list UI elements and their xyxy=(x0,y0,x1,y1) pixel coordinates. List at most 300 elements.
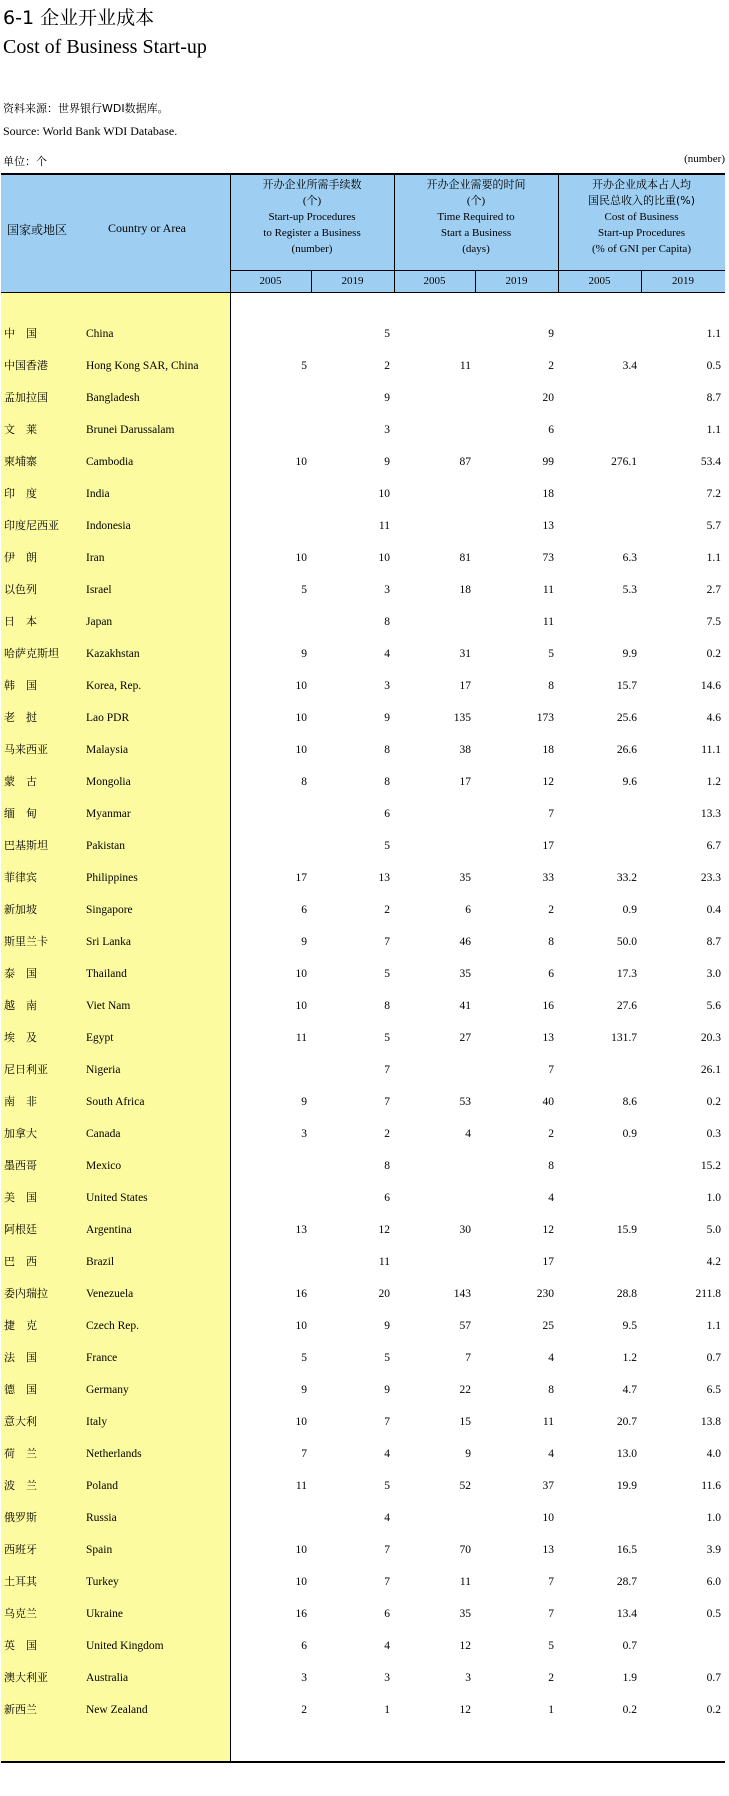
cell-procedures-2019: 3 xyxy=(384,424,390,436)
cell-time-2019: 6 xyxy=(548,968,554,980)
cell-cost-2019: 15.2 xyxy=(700,1160,721,1172)
cell-time-2005: 41 xyxy=(459,1000,471,1012)
country-name-cn: 马来西亚 xyxy=(4,743,48,756)
table-row xyxy=(1,1182,725,1214)
cell-time-2005: 18 xyxy=(459,584,471,596)
country-name-cn: 波 兰 xyxy=(4,1479,37,1492)
cell-cost-2005: 0.7 xyxy=(622,1640,637,1652)
cell-time-2019: 7 xyxy=(548,1576,554,1588)
table-row xyxy=(1,1406,725,1438)
cell-cost-2019: 0.7 xyxy=(706,1672,721,1684)
country-name-cn: 泰 国 xyxy=(4,967,37,980)
col-cost-header xyxy=(558,177,725,257)
country-name-cn: 缅 甸 xyxy=(4,807,37,820)
cell-procedures-2005: 2 xyxy=(301,1704,307,1716)
cell-procedures-2005: 9 xyxy=(301,1096,307,1108)
cell-cost-2019: 8.7 xyxy=(706,936,721,948)
cell-procedures-2005: 5 xyxy=(301,360,307,372)
country-name-en: Argentina xyxy=(86,1224,132,1236)
cell-time-2019: 9 xyxy=(548,328,554,340)
cell-procedures-2019: 5 xyxy=(384,840,390,852)
col-cost-en2: Start-up Procedures xyxy=(597,227,686,239)
cell-cost-2005: 17.3 xyxy=(616,968,637,980)
cell-cost-2019: 1.2 xyxy=(706,776,721,788)
cell-time-2005: 135 xyxy=(453,712,471,724)
cell-procedures-2005: 5 xyxy=(301,584,307,596)
cell-cost-2005 xyxy=(567,1150,637,1182)
cell-cost-2019: 5.6 xyxy=(706,1000,721,1012)
cell-procedures-2005: 5 xyxy=(301,1352,307,1364)
cell-cost-2005: 0.9 xyxy=(622,904,637,916)
cell-time-2019: 16 xyxy=(542,1000,554,1012)
cell-time-2019: 7 xyxy=(548,808,554,820)
cell-cost-2005: 33.2 xyxy=(616,872,637,884)
col-country-en: Country or Area xyxy=(108,221,186,235)
cell-cost-2005 xyxy=(567,830,637,862)
cell-procedures-2005: 9 xyxy=(301,648,307,660)
table-row xyxy=(1,1022,725,1054)
cell-procedures-2019: 5 xyxy=(384,1480,390,1492)
cell-procedures-2005: 8 xyxy=(301,776,307,788)
col-time-cn: 开办企业需要的时间 xyxy=(426,178,526,191)
cell-time-2005: 46 xyxy=(459,936,471,948)
page-title-en: Cost of Business Start-up xyxy=(3,36,207,58)
table-row xyxy=(1,414,725,446)
table-row xyxy=(1,510,725,542)
cell-procedures-2005: 17 xyxy=(295,872,307,884)
country-name-cn: 哈萨克斯坦 xyxy=(4,647,59,660)
cell-time-2005: 70 xyxy=(459,1544,471,1556)
cell-cost-2005: 20.7 xyxy=(616,1416,637,1428)
cell-procedures-2019: 3 xyxy=(384,1672,390,1684)
cell-cost-2019 xyxy=(651,1630,721,1662)
cell-cost-2005 xyxy=(567,510,637,542)
cell-procedures-2019: 6 xyxy=(384,1192,390,1204)
cell-time-2005 xyxy=(401,798,471,830)
col-cost-en3: (% of GNI per Capita) xyxy=(592,243,691,255)
cell-time-2005 xyxy=(401,1054,471,1086)
cell-procedures-2005 xyxy=(237,318,307,350)
cell-time-2019: 40 xyxy=(542,1096,554,1108)
cell-time-2019: 8 xyxy=(548,1384,554,1396)
country-name-cn: 英 国 xyxy=(4,1639,37,1652)
cell-procedures-2005: 11 xyxy=(295,1032,307,1044)
cell-cost-2019: 0.2 xyxy=(706,1096,721,1108)
cell-procedures-2005: 3 xyxy=(301,1672,307,1684)
country-name-en: Czech Rep. xyxy=(86,1320,140,1332)
cell-time-2005 xyxy=(401,414,471,446)
country-name-cn: 中国香港 xyxy=(4,359,48,372)
country-name-en: United Kingdom xyxy=(86,1640,164,1652)
cell-time-2019: 2 xyxy=(548,1672,554,1684)
col-procedures-en2: to Register a Business xyxy=(263,227,361,239)
country-name-en: Brazil xyxy=(86,1256,115,1268)
country-name-cn: 斯里兰卡 xyxy=(4,935,48,948)
cell-time-2019: 8 xyxy=(548,936,554,948)
cell-cost-2005 xyxy=(567,382,637,414)
cell-time-2019: 25 xyxy=(542,1320,554,1332)
col-cost-cn2: 国民总收入的比重(%) xyxy=(587,194,696,207)
cell-time-2019: 7 xyxy=(548,1608,554,1620)
cell-cost-2005: 28.8 xyxy=(616,1288,637,1300)
cell-time-2005: 6 xyxy=(465,904,471,916)
cell-procedures-2005 xyxy=(237,1246,307,1278)
cell-cost-2005: 3.4 xyxy=(622,360,637,372)
cell-time-2019: 4 xyxy=(548,1192,554,1204)
country-name-cn: 日 本 xyxy=(4,615,37,628)
country-name-en: United States xyxy=(86,1192,148,1204)
country-name-en: Italy xyxy=(86,1416,108,1428)
country-name-en: Brunei Darussalam xyxy=(86,424,175,436)
cell-cost-2019: 3.0 xyxy=(706,968,721,980)
table-row xyxy=(1,1470,725,1502)
cell-time-2019: 18 xyxy=(542,488,554,500)
cell-procedures-2019: 10 xyxy=(378,552,390,564)
country-name-cn: 菲律宾 xyxy=(4,871,37,884)
cell-time-2019: 2 xyxy=(548,360,554,372)
cell-cost-2005: 276.1 xyxy=(611,456,637,468)
country-name-cn: 阿根廷 xyxy=(4,1223,37,1236)
country-name-cn: 新加坡 xyxy=(4,903,37,916)
cell-cost-2005 xyxy=(567,798,637,830)
cell-time-2019: 37 xyxy=(542,1480,554,1492)
country-name-cn: 捷 克 xyxy=(4,1319,37,1332)
country-name-en: Australia xyxy=(86,1672,129,1684)
cell-procedures-2019: 8 xyxy=(384,744,390,756)
cell-time-2019: 33 xyxy=(542,872,554,884)
cell-procedures-2019: 8 xyxy=(384,1160,390,1172)
data-table xyxy=(1,173,725,1766)
country-name-en: Venezuela xyxy=(86,1288,134,1300)
cell-time-2019: 12 xyxy=(542,1224,554,1236)
source-note-en: Source: World Bank WDI Database. xyxy=(3,124,178,138)
country-name-en: India xyxy=(86,488,110,500)
cell-time-2005: 35 xyxy=(459,1608,471,1620)
country-name-cn: 法 国 xyxy=(4,1351,37,1364)
table-row xyxy=(1,1246,725,1278)
cell-time-2019: 1 xyxy=(548,1704,554,1716)
cell-cost-2005 xyxy=(567,318,637,350)
cell-cost-2019: 4.2 xyxy=(706,1256,721,1268)
country-name-en: Hong Kong SAR, China xyxy=(86,360,199,372)
table-row xyxy=(1,1150,725,1182)
cell-cost-2005: 16.5 xyxy=(616,1544,637,1556)
cell-time-2019: 230 xyxy=(536,1288,554,1300)
country-name-cn: 意大利 xyxy=(4,1415,37,1428)
cell-procedures-2019: 3 xyxy=(384,680,390,692)
cell-time-2005 xyxy=(401,382,471,414)
cell-cost-2005: 0.9 xyxy=(622,1128,637,1140)
table-row xyxy=(1,574,725,606)
year-time-2005: 2005 xyxy=(423,275,446,287)
country-name-en: Spain xyxy=(86,1544,113,1556)
table-row xyxy=(1,1086,725,1118)
cell-procedures-2019: 12 xyxy=(378,1224,390,1236)
cell-time-2019: 17 xyxy=(542,1256,554,1268)
country-name-cn: 印度尼西亚 xyxy=(4,519,59,532)
cell-procedures-2019: 11 xyxy=(378,1256,390,1268)
table-row xyxy=(1,1118,725,1150)
cell-procedures-2019: 5 xyxy=(384,968,390,980)
cell-time-2005 xyxy=(401,1502,471,1534)
unit-label-en: (number) xyxy=(684,153,725,165)
country-name-cn: 巴 西 xyxy=(4,1255,37,1268)
cell-time-2019: 4 xyxy=(548,1352,554,1364)
cell-procedures-2005 xyxy=(237,1182,307,1214)
country-name-cn: 西班牙 xyxy=(4,1543,37,1556)
cell-cost-2019: 26.1 xyxy=(700,1064,721,1076)
cell-procedures-2005: 9 xyxy=(301,936,307,948)
cell-cost-2019: 0.5 xyxy=(706,1608,721,1620)
cell-procedures-2019: 2 xyxy=(384,904,390,916)
country-name-cn: 乌克兰 xyxy=(4,1607,37,1620)
country-name-en: China xyxy=(86,328,114,340)
cell-procedures-2005 xyxy=(237,382,307,414)
country-name-cn: 美 国 xyxy=(4,1191,37,1204)
year-time-2019: 2019 xyxy=(505,275,528,287)
source-note-cn: 资料来源：世界银行WDI数据库。 xyxy=(3,102,169,115)
cell-time-2005: 35 xyxy=(459,968,471,980)
cell-cost-2005: 50.0 xyxy=(616,936,637,948)
cell-procedures-2019: 2 xyxy=(384,1128,390,1140)
table-row xyxy=(1,670,725,702)
cell-time-2005: 11 xyxy=(459,1576,471,1588)
cell-time-2005: 17 xyxy=(459,776,471,788)
cell-cost-2019: 1.0 xyxy=(706,1192,721,1204)
cell-time-2019: 13 xyxy=(542,1544,554,1556)
cell-time-2005: 38 xyxy=(459,744,471,756)
cell-procedures-2019: 1 xyxy=(384,1704,390,1716)
cell-cost-2019: 0.3 xyxy=(706,1128,721,1140)
cell-cost-2019: 6.7 xyxy=(706,840,721,852)
cell-procedures-2019: 5 xyxy=(384,328,390,340)
cell-cost-2019: 1.1 xyxy=(706,328,721,340)
cell-cost-2019: 20.3 xyxy=(700,1032,721,1044)
cell-time-2005 xyxy=(401,830,471,862)
cell-cost-2005 xyxy=(567,1182,637,1214)
country-name-en: Indonesia xyxy=(86,520,131,532)
cell-cost-2019: 14.6 xyxy=(700,680,721,692)
cell-procedures-2019: 10 xyxy=(378,488,390,500)
cell-cost-2005 xyxy=(567,1054,637,1086)
cell-cost-2019: 6.0 xyxy=(706,1576,721,1588)
cell-cost-2005: 1.9 xyxy=(622,1672,637,1684)
cell-procedures-2005: 10 xyxy=(295,1544,307,1556)
country-name-cn: 俄罗斯 xyxy=(4,1511,37,1524)
cell-cost-2005: 6.3 xyxy=(622,552,637,564)
country-name-en: Russia xyxy=(86,1512,117,1524)
country-name-cn: 印 度 xyxy=(4,487,37,500)
table-row xyxy=(1,1694,725,1726)
cell-cost-2019: 13.3 xyxy=(700,808,721,820)
table-row xyxy=(1,958,725,990)
table-row xyxy=(1,1054,725,1086)
country-name-en: Mexico xyxy=(86,1160,122,1172)
cell-cost-2019: 13.8 xyxy=(700,1416,721,1428)
cell-time-2005 xyxy=(401,1150,471,1182)
cell-procedures-2005: 10 xyxy=(295,744,307,756)
col-time-header xyxy=(394,177,558,257)
cell-time-2019: 8 xyxy=(548,1160,554,1172)
country-name-en: Pakistan xyxy=(86,840,125,852)
col-country-cn: 国家或地区 xyxy=(7,223,68,237)
country-name-en: Korea, Rep. xyxy=(86,680,142,692)
cell-time-2019: 8 xyxy=(548,680,554,692)
cell-procedures-2005: 10 xyxy=(295,1576,307,1588)
cell-procedures-2005: 7 xyxy=(301,1448,307,1460)
cell-time-2005: 3 xyxy=(465,1672,471,1684)
country-name-en: Kazakhstan xyxy=(86,648,140,660)
cell-time-2005 xyxy=(401,510,471,542)
cell-procedures-2005: 10 xyxy=(295,456,307,468)
country-name-en: Egypt xyxy=(86,1032,114,1044)
table-row xyxy=(1,382,725,414)
country-name-en: Singapore xyxy=(86,904,133,916)
country-name-en: Philippines xyxy=(86,872,138,884)
cell-procedures-2019: 6 xyxy=(384,1608,390,1620)
table-row xyxy=(1,446,725,478)
col-time-en3: (days) xyxy=(462,243,490,255)
cell-procedures-2005: 10 xyxy=(295,968,307,980)
cell-procedures-2019: 4 xyxy=(384,1640,390,1652)
col-cost-en1: Cost of Business xyxy=(604,211,679,223)
cell-time-2019: 18 xyxy=(542,744,554,756)
cell-cost-2005 xyxy=(567,1502,637,1534)
country-name-cn: 韩 国 xyxy=(4,679,37,692)
cell-cost-2019: 0.5 xyxy=(706,360,721,372)
table-row xyxy=(1,1566,725,1598)
country-name-cn: 蒙 古 xyxy=(4,775,37,788)
cell-procedures-2019: 9 xyxy=(384,456,390,468)
cell-time-2005: 52 xyxy=(459,1480,471,1492)
cell-time-2019: 12 xyxy=(542,776,554,788)
cell-cost-2019: 1.1 xyxy=(706,552,721,564)
cell-time-2005: 4 xyxy=(465,1128,471,1140)
table-row xyxy=(1,350,725,382)
cell-time-2005: 143 xyxy=(453,1288,471,1300)
country-name-en: South Africa xyxy=(86,1096,145,1108)
cell-time-2005: 17 xyxy=(459,680,471,692)
col-procedures-en1: Start-up Procedures xyxy=(268,211,356,223)
cell-cost-2019: 211.8 xyxy=(695,1288,721,1300)
cell-procedures-2005 xyxy=(237,510,307,542)
cell-procedures-2019: 7 xyxy=(384,936,390,948)
cell-cost-2019: 1.1 xyxy=(706,1320,721,1332)
country-name-en: Myanmar xyxy=(86,808,131,820)
cell-cost-2005: 28.7 xyxy=(616,1576,637,1588)
cell-procedures-2019: 8 xyxy=(384,776,390,788)
table-row xyxy=(1,990,725,1022)
country-name-cn: 委内瑞拉 xyxy=(4,1287,48,1300)
cell-procedures-2019: 3 xyxy=(384,584,390,596)
country-name-cn: 埃 及 xyxy=(4,1031,37,1044)
cell-time-2005: 22 xyxy=(459,1384,471,1396)
cell-procedures-2019: 5 xyxy=(384,1352,390,1364)
col-procedures-cn-unit: (个) xyxy=(302,195,322,207)
cell-procedures-2019: 4 xyxy=(384,648,390,660)
cell-procedures-2005 xyxy=(237,798,307,830)
cell-procedures-2005: 16 xyxy=(295,1288,307,1300)
cell-cost-2005 xyxy=(567,478,637,510)
cell-cost-2019: 5.0 xyxy=(706,1224,721,1236)
cell-time-2019: 11 xyxy=(542,616,554,628)
cell-time-2005: 87 xyxy=(459,456,471,468)
table-row xyxy=(1,1534,725,1566)
cell-procedures-2019: 20 xyxy=(378,1288,390,1300)
cell-cost-2005: 1.2 xyxy=(622,1352,637,1364)
cell-time-2019: 2 xyxy=(548,904,554,916)
table-row xyxy=(1,926,725,958)
cell-cost-2005: 26.6 xyxy=(616,744,637,756)
cell-time-2005: 81 xyxy=(459,552,471,564)
table-row xyxy=(1,894,725,926)
country-name-en: Bangladesh xyxy=(86,392,140,404)
cell-procedures-2019: 8 xyxy=(384,1000,390,1012)
col-time-en2: Start a Business xyxy=(440,227,512,239)
table-row xyxy=(1,1598,725,1630)
country-name-cn: 南 非 xyxy=(4,1095,37,1108)
cell-time-2019: 5 xyxy=(548,1640,554,1652)
cell-time-2005 xyxy=(401,478,471,510)
col-time-cn-unit: (个) xyxy=(466,195,486,207)
cell-procedures-2019: 7 xyxy=(384,1416,390,1428)
country-name-cn: 澳大利亚 xyxy=(4,1671,48,1684)
cell-time-2019: 20 xyxy=(542,392,554,404)
cell-procedures-2005 xyxy=(237,414,307,446)
country-name-en: Viet Nam xyxy=(86,1000,131,1012)
cell-cost-2005: 27.6 xyxy=(616,1000,637,1012)
cell-cost-2019: 7.2 xyxy=(706,488,721,500)
table-row xyxy=(1,862,725,894)
cell-procedures-2005: 9 xyxy=(301,1384,307,1396)
cell-procedures-2019: 9 xyxy=(384,392,390,404)
table-row xyxy=(1,1438,725,1470)
table-row xyxy=(1,1374,725,1406)
country-name-en: Cambodia xyxy=(86,456,134,468)
cell-time-2005: 30 xyxy=(459,1224,471,1236)
cell-procedures-2019: 9 xyxy=(384,1384,390,1396)
country-name-en: Malaysia xyxy=(86,744,129,756)
cell-cost-2005: 15.9 xyxy=(616,1224,637,1236)
cell-time-2005: 35 xyxy=(459,872,471,884)
cell-time-2019: 99 xyxy=(542,456,554,468)
cell-procedures-2019: 4 xyxy=(384,1512,390,1524)
table-row xyxy=(1,478,725,510)
cell-cost-2019: 11.6 xyxy=(701,1480,721,1492)
country-name-en: Canada xyxy=(86,1128,121,1140)
table-top-rule xyxy=(1,173,725,175)
col-cost-cn1: 开办企业成本占人均 xyxy=(592,178,691,191)
cell-procedures-2005: 6 xyxy=(301,1640,307,1652)
cell-time-2019: 2 xyxy=(548,1128,554,1140)
cell-time-2005 xyxy=(401,1182,471,1214)
country-name-cn: 老 挝 xyxy=(4,711,37,724)
cell-time-2005: 15 xyxy=(459,1416,471,1428)
year-cost-2019: 2019 xyxy=(672,275,694,287)
page-title-cn: 6-1 企业开业成本 xyxy=(3,7,155,29)
cell-cost-2005: 13.4 xyxy=(616,1608,637,1620)
table-row xyxy=(1,1662,725,1694)
cell-time-2019: 17 xyxy=(542,840,554,852)
cell-procedures-2005 xyxy=(237,1150,307,1182)
unit-label-cn: 单位：个 xyxy=(3,155,47,168)
cell-procedures-2005: 11 xyxy=(295,1480,307,1492)
cell-time-2019: 11 xyxy=(542,1416,554,1428)
cell-procedures-2005: 10 xyxy=(295,1000,307,1012)
cell-cost-2005 xyxy=(567,606,637,638)
cell-procedures-2005: 10 xyxy=(295,1416,307,1428)
cell-procedures-2005 xyxy=(237,606,307,638)
